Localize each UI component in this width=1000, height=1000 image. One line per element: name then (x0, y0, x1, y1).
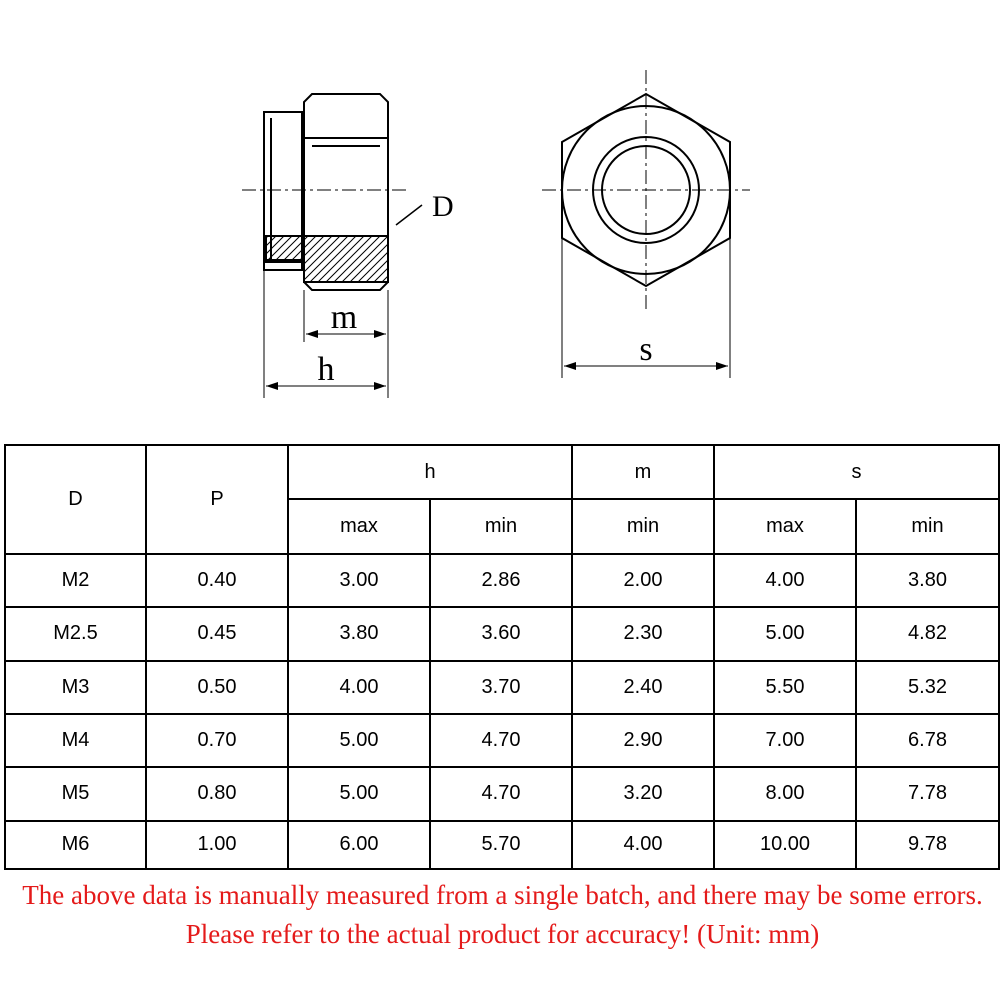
table-cell: 9.78 (856, 821, 999, 869)
table-row (5, 554, 999, 607)
table-cell: M5 (5, 767, 146, 820)
table-body (5, 554, 999, 869)
table-cell: 3.20 (572, 767, 714, 820)
table-cell: 4.82 (856, 607, 999, 660)
table-cell: 4.70 (430, 767, 572, 820)
header-s-max: max (714, 499, 856, 553)
table-cell: 5.70 (430, 821, 572, 869)
header-row (5, 445, 999, 499)
table-cell: M2.5 (5, 607, 146, 660)
header-m-min: min (572, 499, 714, 553)
table-cell: 6.78 (856, 714, 999, 767)
header-h-min: min (430, 499, 572, 553)
table-cell: 2.86 (430, 554, 572, 607)
table-cell: M2 (5, 554, 146, 607)
table-cell: 3.00 (288, 554, 430, 607)
table-cell: 5.50 (714, 661, 856, 714)
table-cell: 1.00 (146, 821, 288, 869)
table-row (5, 661, 999, 714)
label-s: s (639, 331, 653, 368)
table-cell: 3.60 (430, 607, 572, 660)
table-row (5, 607, 999, 660)
label-D: D (432, 190, 454, 223)
table-cell: 6.00 (288, 821, 430, 869)
header-s: s (714, 445, 999, 499)
table-cell: M3 (5, 661, 146, 714)
table-row (5, 821, 999, 869)
table-cell: 0.70 (146, 714, 288, 767)
disclaimer-note: The above data is manually measured from a single batch, and there may be some errors. Please refer to the actual product for accuracy! (Unit: mm) (22, 880, 983, 949)
header-h: h (288, 445, 572, 499)
table-cell: M4 (5, 714, 146, 767)
spec-table (4, 444, 1000, 870)
header-s-min: min (856, 499, 999, 553)
table-cell: 2.00 (572, 554, 714, 607)
table-cell: 7.00 (714, 714, 856, 767)
table-cell: 0.80 (146, 767, 288, 820)
table-cell: 3.70 (430, 661, 572, 714)
table-cell: 0.45 (146, 607, 288, 660)
table-cell: 5.00 (714, 607, 856, 660)
table-row (5, 714, 999, 767)
table-cell: 5.00 (288, 714, 430, 767)
table-cell: 10.00 (714, 821, 856, 869)
label-m: m (330, 299, 358, 336)
table-cell: M6 (5, 821, 146, 869)
table-cell: 8.00 (714, 767, 856, 820)
table-cell: 5.32 (856, 661, 999, 714)
table-cell: 4.00 (572, 821, 714, 869)
header-P: P (146, 445, 288, 554)
table-row (5, 767, 999, 820)
header-D: D (5, 445, 146, 554)
table-cell: 7.78 (856, 767, 999, 820)
table-cell: 5.00 (288, 767, 430, 820)
label-h: h (317, 351, 335, 388)
header-h-max: max (288, 499, 430, 553)
table-cell: 2.30 (572, 607, 714, 660)
table-cell: 0.50 (146, 661, 288, 714)
table-cell: 3.80 (856, 554, 999, 607)
table-cell: 4.00 (714, 554, 856, 607)
header-m: m (572, 445, 714, 499)
table-cell: 2.40 (572, 661, 714, 714)
table-cell: 4.70 (430, 714, 572, 767)
table-cell: 0.40 (146, 554, 288, 607)
table-cell: 2.90 (572, 714, 714, 767)
technical-drawing (0, 0, 1000, 440)
thread-section (304, 236, 388, 282)
table-cell: 4.00 (288, 661, 430, 714)
table-cell: 3.80 (288, 607, 430, 660)
